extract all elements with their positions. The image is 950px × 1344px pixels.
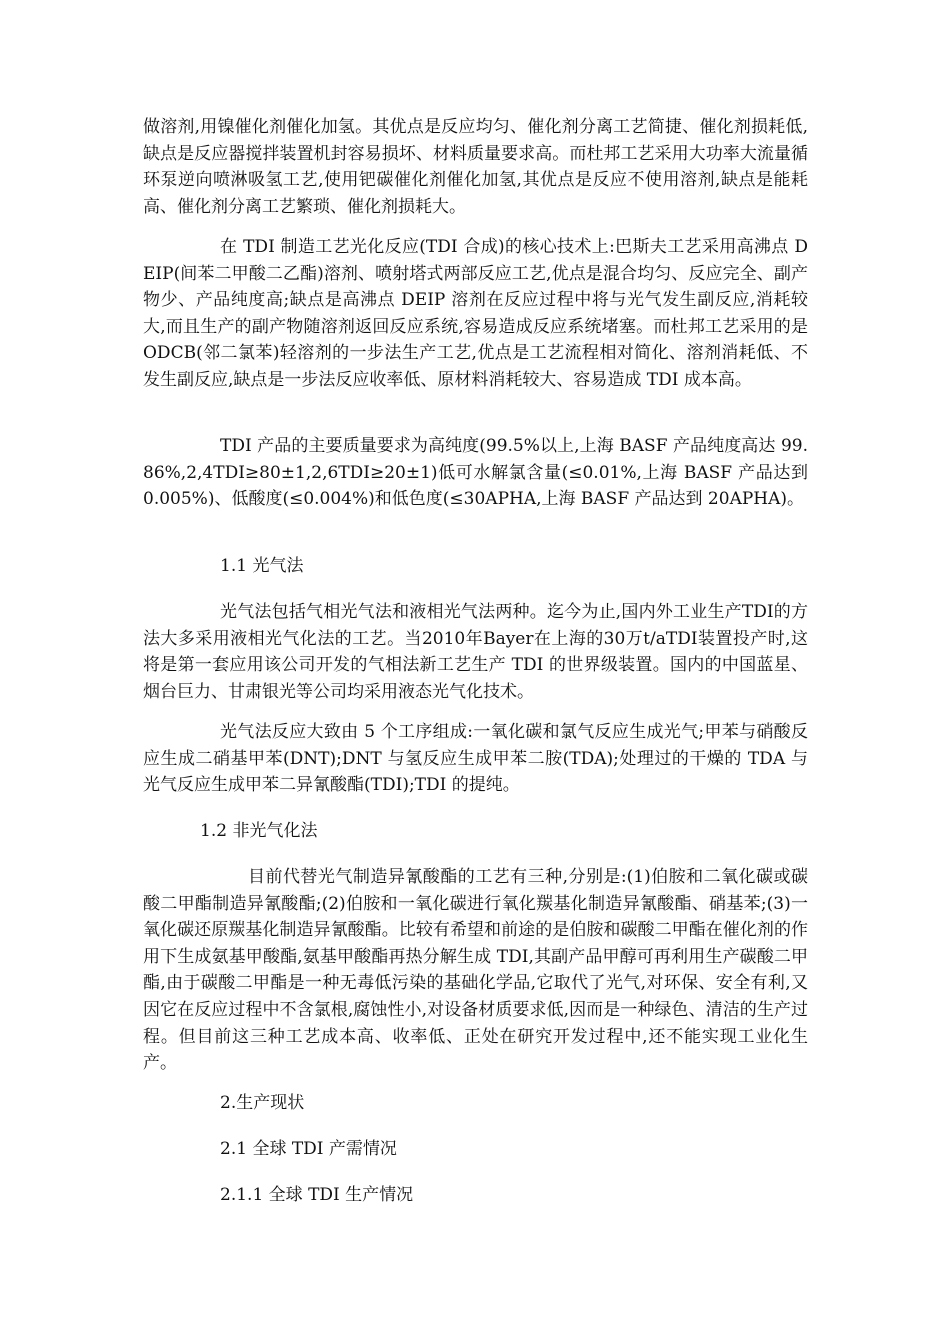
heading-2-production-status: 2.生产现状 [220, 1093, 305, 1113]
heading-2-1-1-global-production: 2.1.1 全球 TDI 生产情况 [220, 1185, 414, 1205]
paragraph-non-phosgene-processes: 目前代替光气制造异氰酸酯的工艺有三种,分别是:(1)伯胺和二氧化碳或碳酸二甲酯制造异氰酸酯;(2)伯胺和一氧化碳进行氧化羰基化制造异氰酸酯、硝基苯;(3)一氧化碳还原羰基化制造异氰酸酯。比较有希望和前途的是伯胺和碳酸二甲酯在催化剂的作用下生成氨基甲酸酯,氨基甲酸酯再热分解生成 TDI,其副产品甲醇可再利用生产碳酸二甲酯,由于碳酸二甲酯是一种无毒低污染的基础化学品,它取代了光气,对环保、安全有利,又因它在反应过程中不含氯根,腐蚀性小,对设备材质要求低,因而是一种绿色、清洁的生产过程。但目前这三种工艺成本高、收率低、正处在研究开发过程中,还不能实现工业化生产。 [143, 867, 808, 1074]
paragraph-phosgene-five-steps: 光气法反应大致由 5 个工序组成:一氧化碳和氯气反应生成光气;甲苯与硝酸反应生成二硝基甲苯(DNT);DNT 与氢反应生成甲苯二胺(TDA);处理过的干燥的 TDA 与光气反应生成甲苯二异氰酸酯(TDI);TDI 的提纯。 [143, 722, 808, 796]
paragraph-phosgene-method-overview: 光气法包括气相光气法和液相光气法两种。迄今为止,国内外工业生产TDI的方法大多采用液相光气化法的工艺。当2010年Bayer在上海的30万t/aTDI装置投产时,这将是第一套应用该公司开发的气相法新工艺生产 TDI 的世界级装置。国内的中国蓝星、烟台巨力、甘肃银光等公司均采用液态光气化技术。 [143, 602, 808, 702]
paragraph-tdi-quality-requirements: TDI 产品的主要质量要求为高纯度(99.5%以上,上海 BASF 产品纯度高达 99.86%,2,4TDI≥80±1,2,6TDI≥20±1)低可水解氯含量(≤0.01%,上海 BASF 产品达到 0.005%)、低酸度(≤0.004%)和低色度(≤30APHA,上海 BASF 产品达到 20APHA)。 [143, 436, 808, 510]
heading-1-2-non-phosgene-method: 1.2 非光气化法 [200, 821, 318, 841]
paragraph-hydrogenation-process: 做溶剂,用镍催化剂催化加氢。其优点是反应均匀、催化剂分离工艺简捷、催化剂损耗低,缺点是反应器搅拌装置机封容易损坏、材料质量要求高。而杜邦工艺采用大功率大流量循环泵逆向喷淋吸氢工艺,使用钯碳催化剂催化加氢,其优点是反应不使用溶剂,缺点是能耗高、催化剂分离工艺繁琐、催化剂损耗大。 [143, 117, 808, 217]
paragraph-phosgenation-core-tech: 在 TDI 制造工艺光化反应(TDI 合成)的核心技术上:巴斯夫工艺采用高沸点 DEIP(间苯二甲酸二乙酯)溶剂、喷射塔式两部反应工艺,优点是混合均匀、反应完全、副产物少、产品纯度高;缺点是高沸点 DEIP 溶剂在反应过程中将与光气发生副反应,消耗较大,而且生产的副产物随溶剂返回反应系统,容易造成反应系统堵塞。而杜邦工艺采用的是 ODCB(邻二氯苯)轻溶剂的一步法生产工艺,优点是工艺流程相对简化、溶剂消耗低、不发生副反应,缺点是一步法反应收率低、原材料消耗较大、容易造成 TDI 成本高。 [143, 237, 808, 390]
heading-2-1-global-supply-demand: 2.1 全球 TDI 产需情况 [220, 1139, 397, 1159]
heading-1-1-phosgene-method: 1.1 光气法 [220, 556, 304, 576]
